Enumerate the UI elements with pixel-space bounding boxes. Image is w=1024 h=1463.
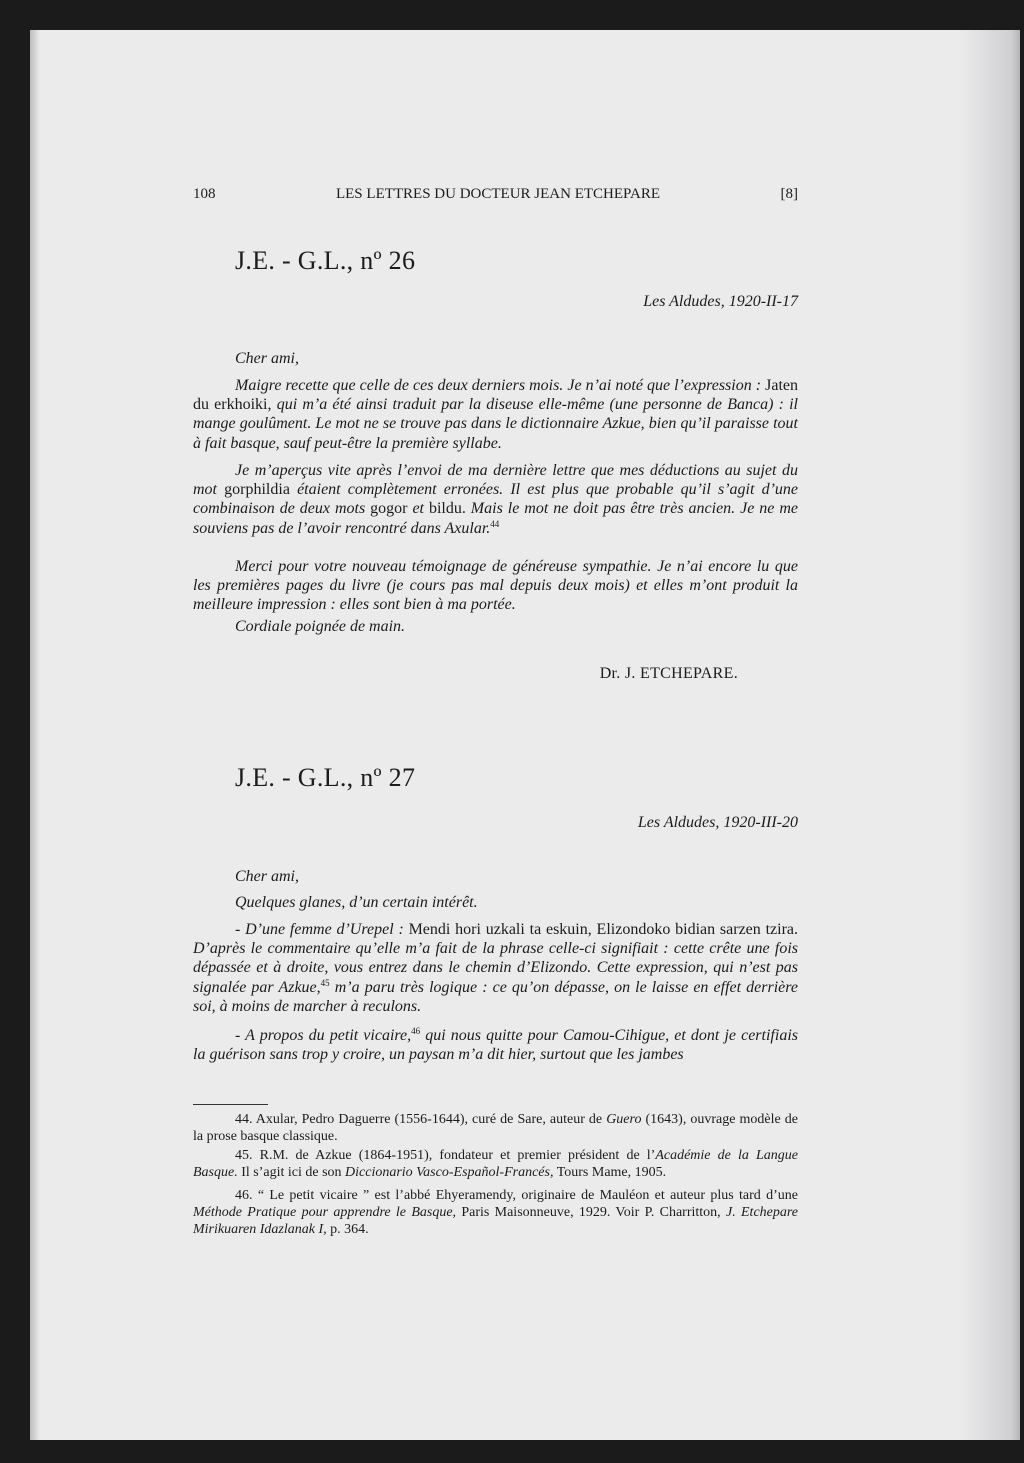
text-run: 45. R.M. de Azkue (1864-1951), fondateur et premier président de l’ [235,1148,656,1163]
letter-27-paragraph-3 [193,1026,798,1064]
text-run: Il s’agit ici de son [237,1165,346,1180]
text-run: étaient complètement erronées. Il est plus que probable qu’il s’agit d’une combinaison de deux mots [193,481,799,518]
letter-26-place-date: Les Aldudes, 1920-II-17 [643,293,798,310]
letter-26-paragraph-4: Cordiale poignée de main. [235,618,406,635]
text-run: Je m’aperçus vite après l’envoi de ma dernière lettre que mes déductions au sujet du mot [193,462,798,499]
text-run: D’après le commentaire qu’elle m’a fait de la phrase celle-ci signifiait : cette crête une fois dépassée et à droite, vous entrez dans le chemin d’Elizondo. Cette expression, qui n’est pas signalée par Azkue, [193,940,798,996]
letter-26-paragraph-1 [193,376,798,453]
text-run: Tours Mame, 1905. [553,1165,667,1180]
book-title: J. Etchepare Mirikuaren Idazlanak I, [193,1205,799,1237]
running-title: LES LETTRES DU DOCTEUR JEAN ETCHEPARE [335,186,661,202]
text-run: p. 364. [326,1222,369,1237]
basque-word: gorphildia [224,481,290,499]
text-run: 44. Axular, Pedro Daguerre (1556-1644), curé de Sare, auteur de [235,1112,607,1127]
page-number: 108 [193,186,216,202]
footnote-46 [193,1187,798,1238]
book-title: Méthode Pratique pour apprendre le Basque, [193,1205,457,1220]
text-run: qui nous quitte pour Camou-Cihigue, et dont je certifiais la guérison sans trop y croire, un paysan m’a dit hier, surtout que les jambes [193,1027,798,1064]
text-run: - D’une femme d’Urepel : [235,921,409,938]
basque-word: gogor [370,500,408,518]
footnote-ref-46: 46 [411,1026,421,1036]
text-run: m’a paru très logique : ce qu’on dépasse, on le laisse en effet derrière soi, à moins de marcher à reculons. [193,978,798,1015]
basque-word: bildu. [428,500,466,518]
text-run: Paris Maisonneuve, 1929. Voir P. Charritton, [456,1205,726,1220]
basque-phrase: Jaten du erkhoiki, [193,377,798,414]
footnote-44 [193,1111,798,1145]
letter-27-place-date: Les Aldudes, 1920-III-20 [637,814,798,831]
letter-27-heading: J.E. - G.L., nº 27 [235,763,416,792]
letter-27-paragraph-1: Quelques glanes, d’un certain intérêt. [235,894,478,911]
text-run: (1643), ouvrage modèle de la prose basque classique. [193,1112,799,1144]
book-page [30,30,1020,1440]
footnote-ref-45: 45 [320,977,330,988]
running-header [193,186,798,203]
letter-27-paragraph-2 [193,920,798,1016]
institution-name: Académie de la Langue Basque. [193,1148,798,1180]
basque-phrase: Mendi hori uzkali ta eskuin, Elizondoko bidian sarzen tzira. [408,921,799,938]
footnote-ref-44: 44 [490,518,500,529]
text-run: et [407,500,429,518]
letter-26-heading: J.E. - G.L., nº 26 [235,246,416,275]
letter-26-salutation: Cher ami, [235,350,299,367]
text-run: 46. “ Le petit vicaire ” est l’abbé Ehyeramendy, originaire de Mauléon et auteur plus tard d’une [235,1188,798,1203]
letter-27-salutation: Cher ami, [235,868,299,885]
letter-26-signature: Dr. J. ETCHEPARE. [599,665,738,682]
letter-26-paragraph-2 [193,461,798,538]
section-number: [8] [780,186,798,202]
text-run: Maigre recette que celle de ces deux derniers mois. Je n’ai noté que l’expression : [235,377,766,394]
letter-26-paragraph-3: Merci pour votre nouveau témoignage de généreuse sympathie. Je n’ai encore lu que les premières pages du livre (je cours pas mal depuis deux mois) et elles m’ont produit la meilleure impression : elles sont bien à ma portée. [193,558,798,614]
text-run: - A propos du petit vicaire, [235,1027,412,1044]
footnote-45 [193,1147,798,1181]
text-run: qui m’a été ainsi traduit par la diseuse elle-même (une personne de Banca) : il mange goulûment. Le mot ne se trouve pas dans le dictionnaire Azkue, bien qu’il paraisse tout à fait basque, sauf peut-être la première syllabe. [193,396,798,452]
footnote-rule [193,1104,268,1105]
book-title: Guero [606,1112,642,1127]
book-title: Diccionario Vasco-Español-Francés, [345,1165,554,1180]
text-run: Mais le mot ne doit pas être très ancien. Je ne me souviens pas de l’avoir rencontré dans Axular. [193,500,799,537]
